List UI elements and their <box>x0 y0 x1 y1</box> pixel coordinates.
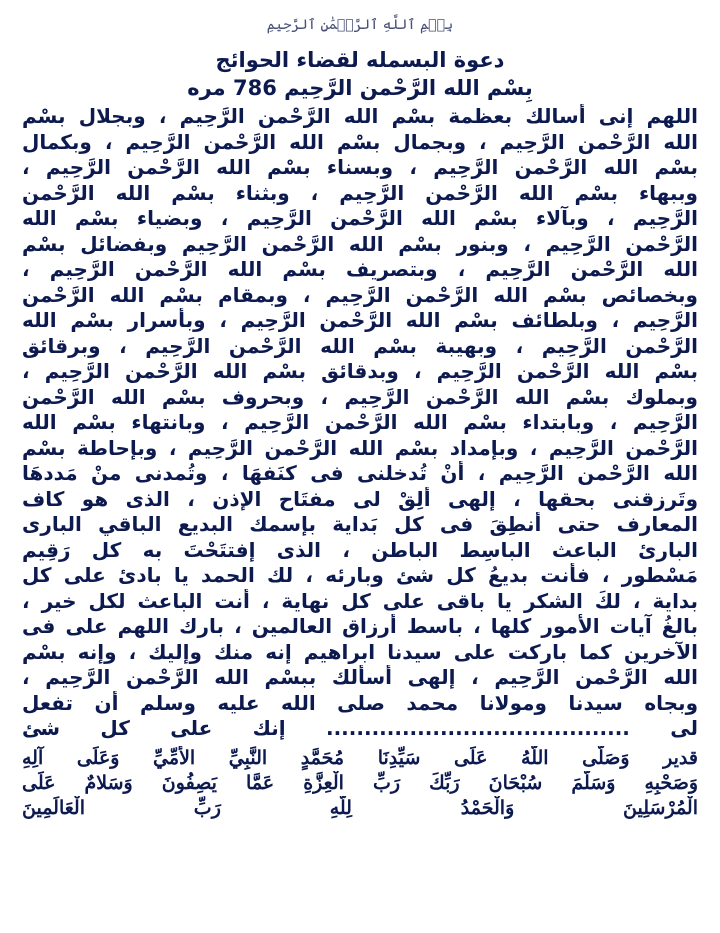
prayer-line: الله الرَّحْمن الرَّحِيم ، إلهى أسألك ببسْم الله الرَّحْمن الرَّحِيم ، <box>22 665 698 689</box>
prayer-line: البارئ الباعث الباسِط الباطن ، الذى إفتتَحْتَ به كل رَقِيم <box>22 537 698 562</box>
prayer-line: بالغُ آيات الأمور كلها ، باسط أرزاق العالمين ، بارك اللهم على فى <box>22 614 698 638</box>
prayer-line: اللهم إنى أسالك بعظمة بسْم الله الرَّحْمن الرَّحِيم ، وبجلال بسْم <box>22 104 698 128</box>
prayer-line: وببهاء بسْم الله الرَّحْمن الرَّحِيم ، وبثناء بسْم الله الرَّحْمن <box>22 180 698 205</box>
prayer-line: الرَّحِيم ، وبآلاء بسْم الله الرَّحْمن الرَّحِيم ، وبضياء بسْم الله <box>22 206 698 230</box>
prayer-line: وبجاه سيدنا ومولانا محمد صلى الله عليه وسلم أن تفعل <box>22 690 698 715</box>
closing-salutation <box>22 746 698 821</box>
closing-line: وَصَحْبِهِ وَسَلَّمَ سُبْحَانَ رَبِّكَ رَبِّ الْعِزَّةِ عَمَّا يَصِفُونَ وَسَلامٌ عَلَى <box>22 771 698 794</box>
prayer-body <box>22 104 698 742</box>
prayer-line: الله الرَّحْمن الرَّحِيم ، وبتصريف بسْم الله الرَّحْمن الرَّحِيم ، <box>22 257 698 281</box>
prayer-line: مَسْطور ، فأنت بديعُ كل شئ وبارئه ، لك الحمد يا بادئ على كل <box>22 563 698 587</box>
prayer-line: لى ........................................ إنك على كل شئ <box>22 716 698 740</box>
prayer-line: وتَرزقنى بحقها ، إلهى ألِقْ لى مفتَاح الإذن ، الذى هو كاف <box>22 486 698 511</box>
prayer-line: الرَّحْمن الرَّحِيم ، وبهيبة بسْم الله الرَّحْمن الرَّحِيم ، وبرقائق <box>22 333 698 358</box>
page-title: دعوة البسمله لقضاء الحوائج <box>215 48 505 72</box>
prayer-line: الرَّحْمن الرَّحِيم ، وبإمداد بسْم الله الرَّحْمن الرَّحِيم ، وبإحاطة بسْم <box>22 435 698 460</box>
prayer-line: بسْم الله الرَّحْمن الرَّحِيم ، وبدقائق بسْم الله الرَّحْمن الرَّحِيم ، <box>22 359 698 383</box>
prayer-line: الرَّحِيم ، وبلطائف بسْم الله الرَّحْمن الرَّحِيم ، وبأسرار بسْم الله <box>22 308 698 332</box>
closing-line: قدير وَصَلَّى اللّهُ عَلَى سَيِّدِنَا مُحَمَّدٍ النَّبِيِّ الأُمِّيِّ وَعَلَى آلِهِ <box>22 746 698 769</box>
prayer-line: الله الرَّحْمن الرَّحِيم ، أنْ تُدخلنى فى كنَفهَا ، وتُمدنى منْ مَددهَا <box>22 461 698 485</box>
prayer-line: بداية ، لكَ الشكر يا باقى على كل نهاية ، أنت الباعث لكل خير ، <box>22 588 698 613</box>
prayer-line: المعارف حتى أنطِقَ فى كل بَداية بإسمك البديع الباقي البارى <box>22 512 698 536</box>
prayer-line: وبملوك بسْم الله الرَّحْمن الرَّحِيم ، وبحروف بسْم الله الرَّحْمن <box>22 384 698 409</box>
prayer-line: بسْم الله الرَّحْمن الرَّحِيم ، وبسناء بسْم الله الرَّحْمن الرَّحِيم ، <box>22 155 698 179</box>
prayer-line: الله الرَّحْمن الرَّحِيم ، وبجمال بسْم الله الرَّحْمن الرَّحِيم ، وبكمال <box>22 129 698 154</box>
page-subtitle: بِسْم الله الرَّحْمن الرَّحِيم 786 مره <box>187 76 533 100</box>
basmala-calligraphy: بِسۡمِ ٱللَّهِ ٱلرَّحۡمَٰنِ ٱلرَّحِيمِ <box>266 17 454 33</box>
prayer-line: الرَّحِيم ، وبابتداء بسْم الله الرَّحْمن الرَّحِيم ، وبانتهاء بسْم الله <box>22 410 698 434</box>
prayer-line: الآخرين كما باركت على سيدنا ابراهيم إنه منك وإليك ، وإنه بسْم <box>22 639 698 664</box>
closing-line: الْمُرْسَلِينَ وَالْحَمْدُ لِلَّهِ رَبِّ الْعَالَمِينَ <box>22 796 698 819</box>
prayer-line: وبخصائص بسْم الله الرَّحْمن الرَّحِيم ، وبمقام بسْم الله الرَّحْمن <box>22 282 698 307</box>
prayer-line: الرَّحْمن الرَّحِيم ، وبنور بسْم الله الرَّحْمن الرَّحِيم وبفضائل بسْم <box>22 231 698 256</box>
